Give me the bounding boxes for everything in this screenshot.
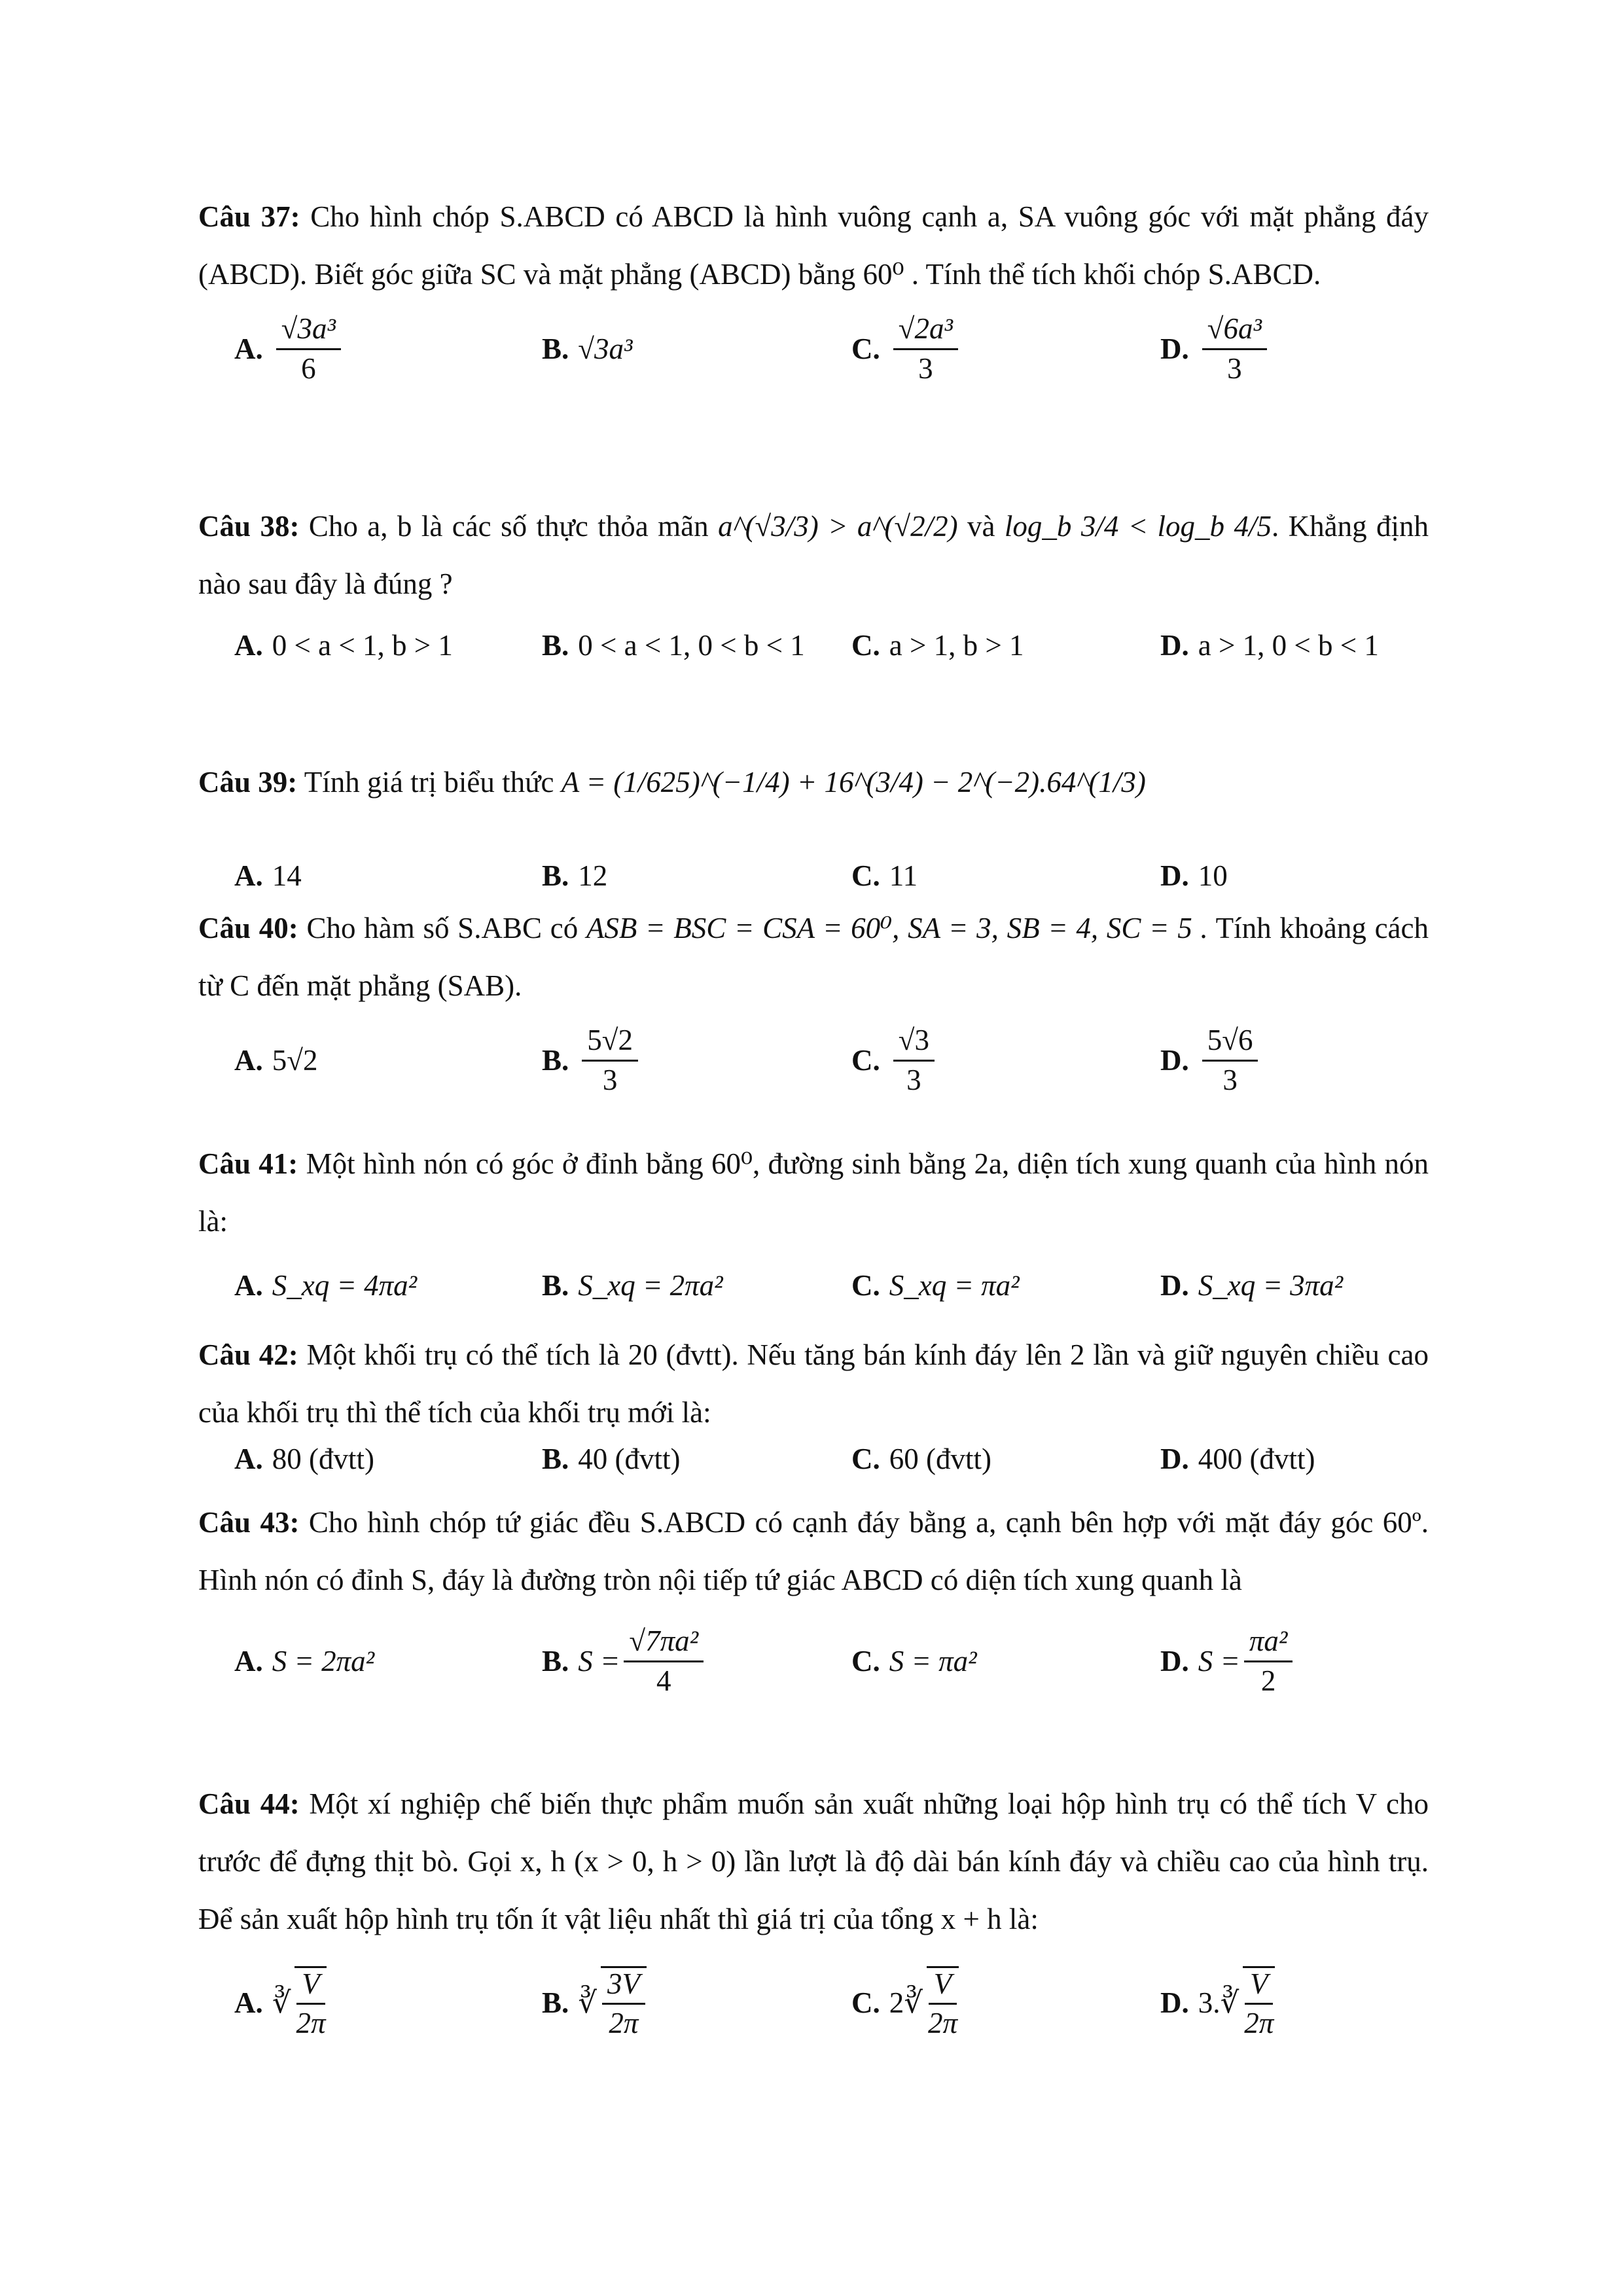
question-38	[198, 497, 1429, 678]
option-40-c[interactable]: C. $\frac{√3}{3}$	[851, 1028, 938, 1093]
question-37-options	[198, 312, 1429, 385]
option-41-b[interactable]: B. S_xq = 2πa²	[542, 1269, 723, 1302]
question-37-label: Câu 37:	[198, 200, 300, 233]
question-41-options	[198, 1253, 1429, 1318]
question-44	[198, 1775, 1429, 2049]
option-38-c[interactable]: C. a > 1, b > 1	[851, 629, 1024, 662]
option-37-c[interactable]: C. $\frac{\text{√2a³}}{3}$	[851, 316, 962, 382]
option-39-a[interactable]: A. 14	[234, 859, 302, 892]
question-40	[198, 899, 1429, 1096]
question-43-options	[198, 1615, 1429, 1707]
question-43	[198, 1494, 1429, 1707]
option-37-a[interactable]: A. $\frac{\text{√3a³}}{6}$	[234, 316, 345, 382]
question-44-options	[198, 1957, 1429, 2049]
question-39-expression: A = (1/625)^(−1/4) + 16^(3/4) − 2^(−2).64^(1/3)	[561, 766, 1146, 798]
option-44-c[interactable]: C. 2 ∛ $\frac{V}{2\pi}$	[851, 1967, 957, 2039]
question-37	[198, 188, 1429, 385]
question-39	[198, 746, 1429, 908]
question-39-options	[198, 843, 1429, 908]
option-42-d[interactable]: D. 400 (đvtt)	[1160, 1443, 1315, 1475]
question-39-stem: Câu 39: Tính giá trị biểu thức A = (1/625)^(−1/4) + 16^(3/4) − 2^(−2).64^(1/3)	[198, 766, 1146, 798]
option-42-c[interactable]: C. 60 (đvtt)	[851, 1443, 991, 1475]
question-39-label: Câu 39:	[198, 766, 298, 798]
option-41-d[interactable]: D. S_xq = 3πa²	[1160, 1269, 1344, 1302]
question-44-text: Một xí nghiệp chế biến thực phẩm muốn sản xuất những loại hộp hình trụ có thể tích V cho trước để đựng thịt bò. Gọi x, h (x > 0, h > 0) lần lượt là độ dài bán kính đáy và chiều cao của hình trụ. Để sản xuất hộp hình trụ tốn ít vật liệu nhất thì giá trị của tổng x + h là:	[198, 1787, 1429, 1935]
question-40-stem: Câu 40: Cho hàm số S.ABC có ASB = BSC = CSA = 60⁰, SA = 3, SB = 4, SC = 5 . Tính khoảng cách từ C đến mặt phẳng (SAB).	[198, 912, 1429, 1002]
option-37-d[interactable]: D. $\frac{\text{√6a³}}{3}$	[1160, 316, 1271, 382]
question-40-options	[198, 1024, 1429, 1096]
option-41-a[interactable]: A. S_xq = 4πa²	[234, 1269, 418, 1302]
option-44-d[interactable]: D. 3. ∛ $\frac{V}{2\pi}$	[1160, 1967, 1274, 2039]
question-43-text: Cho hình chóp tứ giác đều S.ABCD có cạnh đáy bằng a, cạnh bên hợp với mặt đáy góc 60º. Hình nón có đỉnh S, đáy là đường tròn nội tiếp tứ giác ABCD có diện tích xung quanh là	[198, 1506, 1429, 1596]
option-38-a[interactable]: A. 0 < a < 1, b > 1	[234, 629, 453, 662]
question-42-stem	[198, 1326, 1429, 1441]
question-38-math-2: log_b 3/4 < log_b 4/5	[1004, 510, 1272, 543]
option-38-d[interactable]: D. a > 1, 0 < b < 1	[1160, 629, 1379, 662]
question-41	[198, 1135, 1429, 1318]
option-39-b[interactable]: B. 12	[542, 859, 608, 892]
option-39-c[interactable]: C. 11	[851, 859, 918, 892]
question-41-text: Một hình nón có góc ở đỉnh bằng 60⁰, đường sinh bằng 2a, diện tích xung quanh của hình nón là:	[198, 1147, 1429, 1238]
cube-root-icon: ∛	[904, 1986, 923, 2019]
question-42-options	[198, 1431, 1429, 1487]
option-44-a[interactable]: A. ∛ $\frac{V}{2\pi}$	[234, 1967, 326, 2039]
question-38-options	[198, 613, 1429, 678]
question-44-label: Câu 44:	[198, 1787, 300, 1820]
option-40-a[interactable]: A. 5√2	[234, 1044, 318, 1077]
cube-root-icon: ∛	[578, 1986, 597, 2019]
option-40-d[interactable]: D. $\frac{5√6}{3}$	[1160, 1028, 1262, 1093]
question-38-math-1: a^(√3/3) > a^(√2/2)	[718, 510, 958, 543]
option-38-b[interactable]: B. 0 < a < 1, 0 < b < 1	[542, 629, 805, 662]
option-42-b[interactable]: B. 40 (đvtt)	[542, 1443, 681, 1475]
option-39-d[interactable]: D. 10	[1160, 859, 1228, 892]
option-44-b[interactable]: B. ∛ $\frac{3V}{2\pi}$	[542, 1957, 651, 2049]
option-42-a[interactable]: A. 80 (đvtt)	[234, 1443, 374, 1475]
question-38-stem: Câu 38: Cho a, b là các số thực thỏa mãn a^(√3/3) > a^(√2/2) và log_b 3/4 < log_b 4/5. Khẳng định nào sau đây là đúng ?	[198, 510, 1429, 600]
cube-root-icon: ∛	[272, 1986, 291, 2019]
question-40-label: Câu 40:	[198, 912, 298, 944]
option-40-b[interactable]: B. $\frac{5√2}{3}$	[542, 1028, 642, 1093]
option-43-a[interactable]: A. S = 2πa²	[234, 1645, 375, 1677]
question-43-stem	[198, 1494, 1429, 1609]
question-42-text: Một khối trụ có thể tích là 20 (đvtt). Nếu tăng bán kính đáy lên 2 lần và giữ nguyên chiều cao của khối trụ thì thể tích của khối trụ mới là:	[198, 1338, 1429, 1429]
question-41-stem	[198, 1135, 1429, 1250]
option-37-b[interactable]: B. √3a³	[542, 332, 633, 365]
option-43-d[interactable]: D. S = $\frac{\text{πa²}}{2}$	[1160, 1615, 1296, 1707]
question-37-stem	[198, 188, 1429, 303]
question-43-label: Câu 43:	[198, 1506, 300, 1539]
question-41-label: Câu 41:	[198, 1147, 298, 1180]
option-41-c[interactable]: C. S_xq = πa²	[851, 1269, 1020, 1302]
question-40-math: ASB = BSC = CSA = 60⁰, SA = 3, SB = 4, SC = 5 .	[586, 912, 1208, 944]
question-42-label: Câu 42:	[198, 1338, 298, 1371]
question-37-text: Cho hình chóp S.ABCD có ABCD là hình vuông cạnh a, SA vuông góc với mặt phẳng đáy (ABCD). Biết góc giữa SC và mặt phẳng (ABCD) bằng 60⁰ . Tính thể tích khối chóp S.ABCD.	[198, 200, 1429, 291]
question-42	[198, 1326, 1429, 1487]
option-43-c[interactable]: C. S = πa²	[851, 1645, 977, 1677]
question-38-label: Câu 38:	[198, 510, 300, 543]
question-44-stem	[198, 1775, 1429, 1948]
cube-root-icon: ∛	[1220, 1986, 1240, 2019]
option-43-b[interactable]: B. S = $\frac{\text{√7πa²}}{4}$	[542, 1615, 707, 1707]
